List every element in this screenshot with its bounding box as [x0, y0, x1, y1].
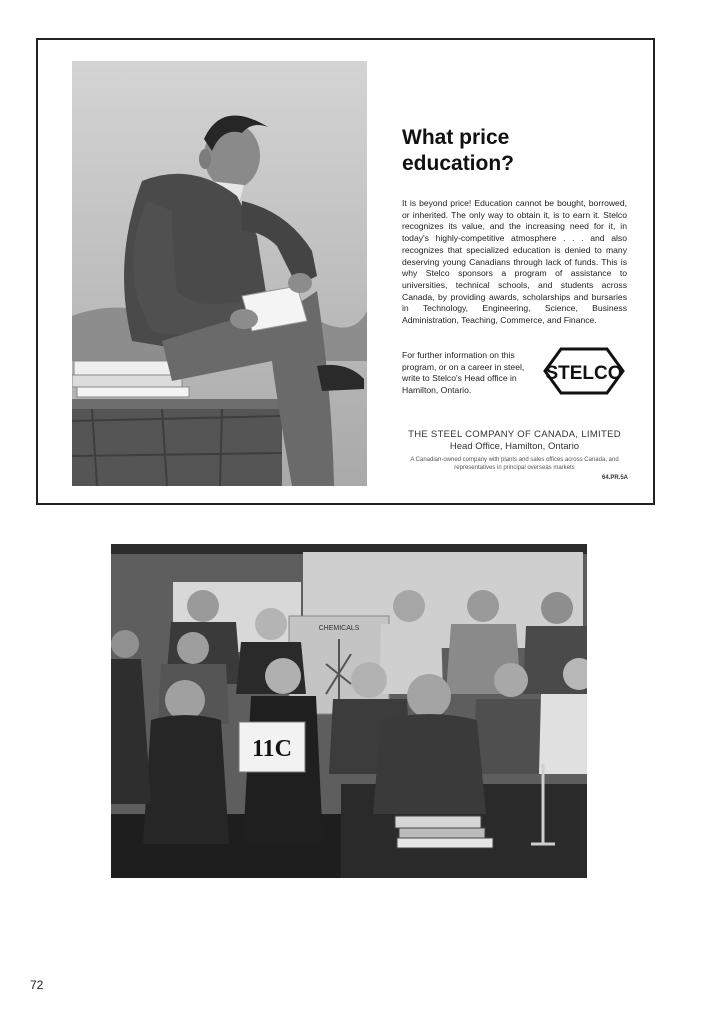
- ad-headline: [402, 125, 632, 177]
- stelco-advertisement: [36, 38, 655, 505]
- stelco-logo-text: STELCO: [545, 363, 623, 384]
- company-office: Head Office, Hamilton, Ontario: [449, 441, 580, 452]
- ad-contact-copy: For further information on this program, or on a career in steel, write to Stelco's Head office in Hamilton, Ontario.: [402, 350, 525, 396]
- company-name: THE STEEL COMPANY OF CANADA, LIMITED: [408, 429, 621, 440]
- student-reading-photo: [72, 61, 367, 486]
- stelco-logo: [541, 346, 627, 396]
- headline-line-2: education?: [402, 152, 515, 175]
- page-number: 72: [30, 978, 44, 992]
- wall-chart-title: CHEMICALS: [318, 625, 360, 632]
- company-note: A Canadian-owned company with plants and sales offices across Canada, and representatives in principal overseas markets: [410, 457, 619, 471]
- class-sign-text: 11C: [251, 736, 293, 762]
- headline-line-1: What price: [402, 126, 510, 149]
- ad-code: 64.PR.5A: [601, 475, 628, 481]
- ad-body-copy: It is beyond price! Education cannot be bought, borrowed, or inherited. The only way to obtain it, is to earn it. Stelco recognizes its value, and the increasing need for it, in today's highly-competitive atmosphere . . . and also recognizes that specialized education is denied to many deserving young Canadians through lack of funds. This is why Stelco sponsors a program of assistance to universities, technical schools, and students across Canada, by providing awards, scholarships and bursaries in Technology, Engineering, Science, Business Administration, Teaching, Commerce, and Finance.: [402, 198, 627, 326]
- class-11c-photo: [111, 544, 587, 878]
